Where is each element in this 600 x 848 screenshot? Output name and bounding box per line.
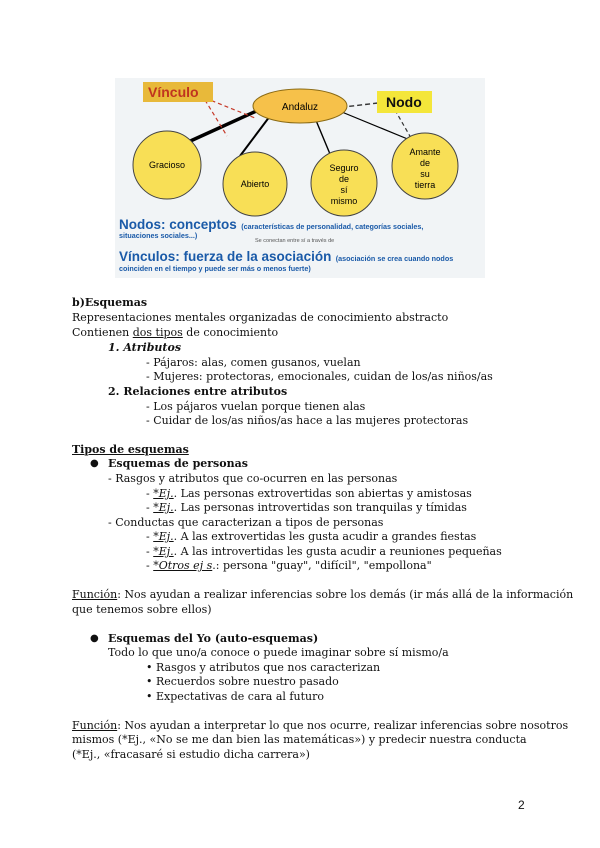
page-number: 2 — [518, 798, 525, 812]
vinculo-label: Vínculo — [148, 84, 199, 100]
ej-tag-2: *Ej. — [153, 501, 174, 514]
personas-rasgos-ej-2-text: . Las personas introvertidas son tranquilas y tímidas — [173, 501, 467, 514]
link-abierto — [240, 116, 270, 156]
legend-nodos-detail-2: situaciones sociales...) — [119, 231, 198, 240]
legend-vinculos-detail-1: (asociación se crea cuando nodos — [335, 254, 454, 263]
intro-line-2 — [72, 326, 278, 340]
yo-item-1: • Rasgos y atributos que nos caracterizan — [146, 661, 381, 674]
atributo-1: - Pájaros: alas, comen gusanos, vuelan — [146, 356, 361, 369]
ej-tag-3: *Ej. — [153, 530, 174, 543]
link-amante — [337, 110, 410, 140]
yo-definicion: Todo lo que uno/a conoce o puede imaginar sobre sí mismo/a — [108, 646, 449, 659]
node-amante-line-3: su — [420, 169, 430, 179]
funcion-2-line-1 — [72, 719, 568, 733]
node-abierto-label: Abierto — [240, 179, 270, 189]
bullet-personas: ● — [90, 458, 99, 469]
legend-vinculos-title: Vínculos: fuerza de la asociación — [119, 249, 332, 264]
intro-2-a: Contienen — [72, 326, 133, 339]
funcion-label-1: Función — [72, 588, 118, 601]
nodo-arrow-2 — [395, 110, 411, 138]
legend-nodos-title: Nodos: conceptos — [119, 217, 237, 232]
personas-conductas-otros-text: .: persona "guay", "difícil", "empollona" — [212, 559, 432, 572]
heading-tipos: Tipos de esquemas — [72, 443, 189, 456]
funcion-label-2: Función — [72, 719, 118, 732]
node-seguro-line-2: de — [338, 174, 350, 184]
link-seguro — [315, 118, 330, 154]
funcion-1-line-1 — [72, 588, 573, 602]
atributo-2: - Mujeres: protectoras, emocionales, cuidan de los/as niños/as — [146, 370, 493, 383]
personas-rasgos-ej-1: - *Ej.. Las personas extrovertidas son abiertas y amistosas — [146, 487, 472, 500]
node-amante-line-2: de — [419, 158, 431, 168]
ej-tag-4: *Ej. — [153, 545, 174, 558]
personas-conductas-ej-1-text: . A las extrovertidas les gusta acudir a grandes fiestas — [173, 530, 477, 543]
relacion-1: - Los pájaros vuelan porque tienen alas — [146, 400, 366, 413]
heading-relaciones: 2. Relaciones entre atributos — [108, 385, 288, 398]
node-seguro-line-4: mismo — [330, 196, 358, 206]
relacion-2: - Cuidar de los/as niños/as hace a las mujeres protectoras — [146, 414, 469, 427]
legend-nodos-detail-1: (características de personalidad, categorías sociales, — [241, 222, 424, 231]
node-amante-line-1: Amante — [409, 147, 441, 157]
personas-conductas-ej-2-text: . A las introvertidas les gusta acudir a reuniones pequeñas — [173, 545, 502, 558]
funcion-2-line-3: (*Ej., «fracasaré si estudio dicha carrera») — [72, 748, 310, 761]
node-seguro-line-3: sí — [340, 185, 348, 195]
personas-rasgos: - Rasgos y atributos que co-ocurren en las personas — [108, 472, 398, 485]
otros-tag: *Otros ej s — [153, 559, 213, 572]
personas-rasgos-ej-1-text: . Las personas extrovertidas son abiertas y amistosas — [173, 487, 472, 500]
heading-yo: Esquemas del Yo (auto-esquemas) — [108, 632, 319, 645]
yo-item-3: • Expectativas de cara al futuro — [146, 690, 324, 703]
ej-tag-1: *Ej. — [153, 487, 174, 500]
node-gracioso-label: Gracioso — [148, 160, 186, 170]
personas-rasgos-ej-2: - *Ej.. Las personas introvertidas son tranquilas y tímidas — [146, 501, 467, 514]
bullet-yo: ● — [90, 633, 99, 644]
legend-note: Se conectan entre sí a través de — [255, 238, 335, 244]
funcion-1-text-a: : Nos ayudan a realizar inferencias sobre los demás (ir más allá de la información — [117, 588, 574, 601]
concept-network-diagram — [115, 78, 485, 278]
node-seguro-line-1: Seguro — [329, 163, 359, 173]
personas-conductas-ej-2: - *Ej.. A las introvertidas les gusta acudir a reuniones pequeñas — [146, 545, 502, 558]
personas-conductas: - Conductas que caracterizan a tipos de personas — [108, 516, 384, 529]
legend-vinculos-detail-2: coinciden en el tiempo y puede ser más o menos fuerte) — [119, 264, 311, 273]
intro-2-c: de conocimiento — [182, 326, 279, 339]
node-amante-line-4: tierra — [414, 180, 436, 190]
funcion-1-line-2: que tenemos sobre ellos) — [72, 603, 212, 616]
personas-conductas-otros: - *Otros ej s.: persona "guay", "difícil", "empollona" — [146, 559, 432, 572]
funcion-2-line-2: mismos (*Ej., «No se me dan bien las matemáticas») y predecir nuestra conducta — [72, 733, 527, 746]
yo-item-2: • Recuerdos sobre nuestro pasado — [146, 675, 339, 688]
heading-atributos: 1. Atributos — [108, 341, 182, 354]
heading-personas: Esquemas de personas — [108, 457, 248, 470]
intro-line-1: Representaciones mentales organizadas de conocimiento abstracto — [72, 311, 449, 324]
personas-conductas-ej-1: - *Ej.. A las extrovertidas les gusta acudir a grandes fiestas — [146, 530, 477, 543]
intro-2-underlined: dos tipos — [132, 326, 183, 339]
nodo-label: Nodo — [386, 94, 422, 110]
section-heading-esquemas: b)Esquemas — [72, 296, 148, 309]
funcion-2-text-a: : Nos ayudan a interpretar lo que nos ocurre, realizar inferencias sobre nosotros — [117, 719, 569, 732]
center-node-label: Andaluz — [281, 102, 319, 113]
